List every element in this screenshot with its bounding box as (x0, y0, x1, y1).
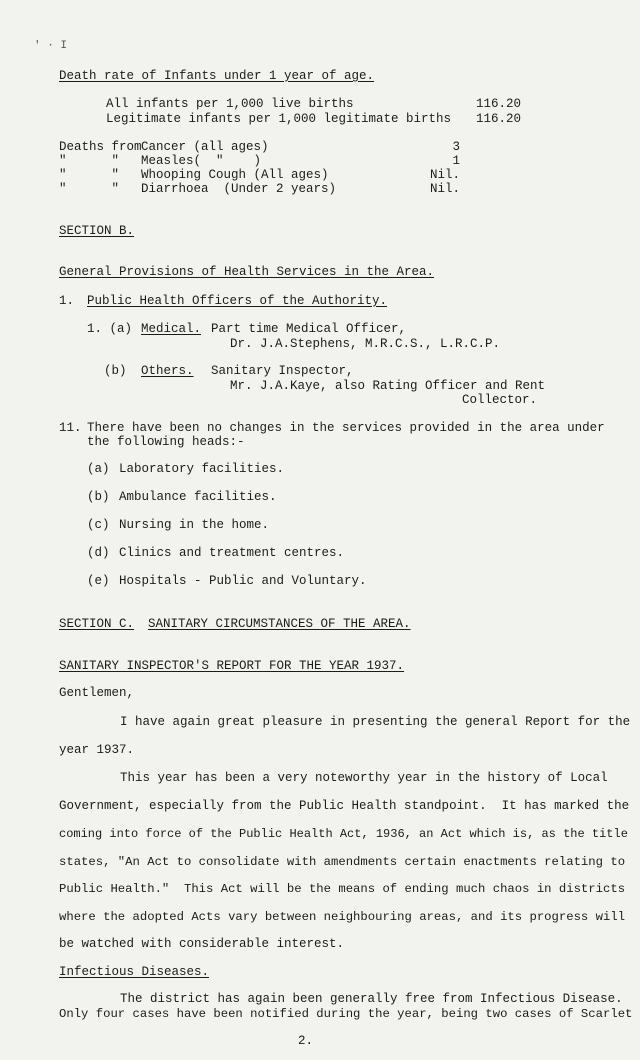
deaths-value: 3 (452, 140, 460, 154)
head-label: (b) (87, 490, 110, 504)
deaths-label: Measles( " ) (141, 154, 262, 168)
item1a-line2: Dr. J.A.Stephens, M.R.C.S., L.R.C.P. (230, 337, 501, 351)
deaths-value: Nil. (429, 168, 460, 182)
head-text: Clinics and treatment centres. (119, 546, 345, 560)
infant-row-label: All infants per 1,000 live births (106, 97, 354, 111)
report-para2-line5: Public Health." This Act will be the means of ending much chaos in districts (59, 882, 626, 896)
item1b-line2: Mr. J.A.Kaye, also Rating Officer and Rent (230, 379, 546, 393)
item2-text-line1: There have been no changes in the services provided in the area under (87, 421, 605, 435)
report-para3-line2: Only four cases have been notified during the year, being two cases of Scarlet (59, 1007, 633, 1021)
report-para2-line2: Government, especially from the Public Health standpoint. It has marked the (59, 799, 630, 813)
head-label: (e) (87, 574, 110, 588)
infectious-diseases-heading: Infectious Diseases. (59, 965, 210, 979)
report-para2-line1: This year has been a very noteworthy year in the history of Local (120, 771, 608, 785)
report-para1-line2: year 1937. (59, 743, 135, 757)
item1a-label: 1. (a) (87, 322, 133, 336)
head-label: (a) (87, 462, 110, 476)
deaths-value: Nil. (429, 182, 460, 196)
deaths-label: Diarrhoea (Under 2 years) (141, 182, 337, 196)
infant-death-heading: Death rate of Infants under 1 year of age. (59, 69, 375, 83)
report-para1-line1: I have again great pleasure in presenting the general Report for the (120, 715, 631, 729)
head-text: Laboratory facilities. (119, 462, 285, 476)
item1a-line1: Part time Medical Officer, (211, 322, 407, 336)
report-para3-line1: The district has again been generally free from Infectious Disease. (120, 992, 623, 1006)
deaths-label: Whooping Cough (All ages) (141, 168, 329, 182)
infant-row-value: 116.20 (476, 97, 522, 111)
section-b-subheading: General Provisions of Health Services in the Area. (59, 265, 435, 279)
deaths-value: 1 (452, 154, 460, 168)
section-b-heading: SECTION B. (59, 224, 135, 238)
report-heading: SANITARY INSPECTOR'S REPORT FOR THE YEAR 1937. (59, 659, 405, 673)
item1b-line1: Sanitary Inspector, (211, 364, 354, 378)
deaths-prefix: " " (59, 168, 120, 182)
deaths-prefix: " " (59, 182, 120, 196)
page-number: 2. (298, 1034, 314, 1048)
item1-number: 1. (59, 294, 75, 308)
section-c-title: SANITARY CIRCUMSTANCES OF THE AREA. (148, 617, 411, 631)
head-text: Hospitals - Public and Voluntary. (119, 574, 367, 588)
section-c-heading: SECTION C. (59, 617, 135, 631)
report-salutation: Gentlemen, (59, 686, 135, 700)
page-marks: ' · I (34, 40, 68, 52)
report-para2-line4: states, "An Act to consolidate with amendments certain enactments relating to (59, 855, 626, 869)
head-label: (d) (87, 546, 110, 560)
infant-row-value: 116.20 (476, 112, 522, 126)
deaths-label: Cancer (all ages) (141, 140, 269, 154)
item1a-role: Medical. (141, 322, 202, 336)
deaths-prefix: " " (59, 154, 120, 168)
item1b-role: Others. (141, 364, 194, 378)
item1b-line3: Collector. (462, 393, 538, 407)
item1b-label: (b) (104, 364, 127, 378)
head-text: Ambulance facilities. (119, 490, 277, 504)
deaths-prefix: Deaths from (59, 140, 142, 154)
item2-number: 11. (59, 421, 82, 435)
head-label: (c) (87, 518, 110, 532)
report-para2-line3: coming into force of the Public Health Act, 1936, an Act which is, as the title (59, 827, 628, 841)
head-text: Nursing in the home. (119, 518, 270, 532)
item2-text-line2: the following heads:- (87, 435, 245, 449)
report-para2-line7: be watched with considerable interest. (59, 937, 345, 951)
report-para2-line6: where the adopted Acts vary between neighbouring areas, and its progress will (59, 910, 626, 924)
item1-title: Public Health Officers of the Authority. (87, 294, 388, 308)
infant-row-label: Legitimate infants per 1,000 legitimate births (106, 112, 452, 126)
